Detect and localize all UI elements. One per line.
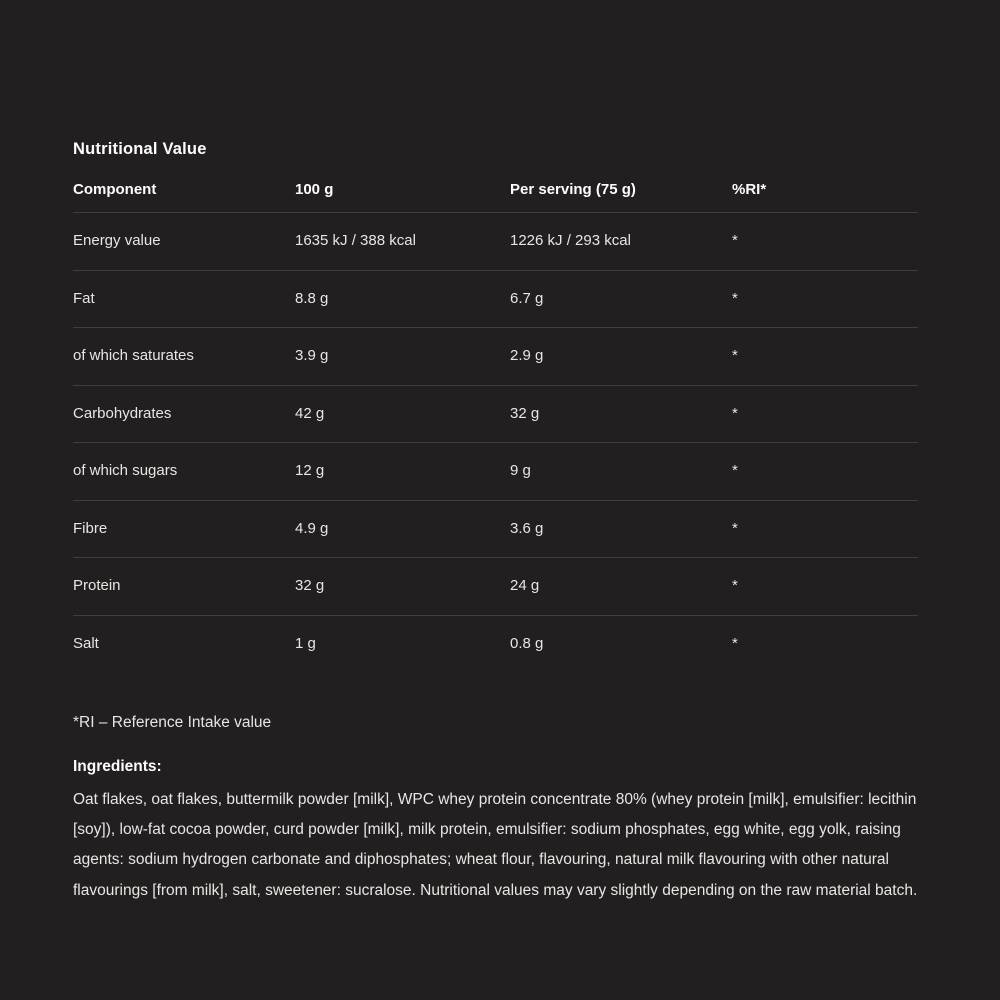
reference-intake-note: *RI – Reference Intake value (73, 714, 272, 731)
cell-per-100g: 3.9 g (295, 328, 510, 386)
cell-per-serving: 24 g (510, 558, 732, 616)
cell-per-serving: 2.9 g (510, 328, 732, 386)
table-row (73, 443, 918, 501)
ingredients-paragraph: Oat flakes, oat flakes, buttermilk powder [milk], WPC whey protein concentrate 80% (whey protein [milk], emulsifier: lecithin [soy]), low-fat cocoa powder, curd powder [milk], milk protein, emulsifier: sodium phosphates, egg white, egg yolk, raising agents: sodium hydrogen carbonate and diphosphates; wheat flour, flavouring, natural milk flavouring with other natural flavourings [from milk], salt, sweetener: sucralose. Nutritional values may vary slightly depending on the raw material batch. (73, 791, 918, 899)
table-row (73, 213, 918, 271)
cell-per-100g: 12 g (295, 443, 510, 501)
table-row (73, 558, 918, 616)
column-header-per-serving: Per serving (75 g) (510, 181, 732, 213)
cell-per-serving: 1226 kJ / 293 kcal (510, 213, 732, 271)
cell-component: Protein (73, 558, 295, 616)
cell-ri: * (732, 213, 918, 271)
cell-per-serving: 6.7 g (510, 270, 732, 328)
cell-component: Salt (73, 634, 99, 652)
ingredients-text (73, 785, 921, 906)
column-header-component: Component (73, 181, 295, 213)
table-row (73, 328, 918, 386)
cell-per-serving: 32 g (510, 385, 732, 443)
table-header-row (73, 181, 918, 213)
cell-component: Carbohydrates (73, 385, 295, 443)
cell-component: Energy value (73, 213, 295, 271)
page-title: Nutritional Value (73, 140, 207, 158)
table-row (73, 615, 918, 672)
cell-per-100g: 8.8 g (295, 270, 510, 328)
cell-component: of which saturates (73, 328, 295, 386)
table-row (73, 500, 918, 558)
cell-per-100g: 1 g (295, 634, 316, 652)
cell-per-serving: 9 g (510, 443, 732, 501)
table-row (73, 270, 918, 328)
cell-per-100g: 42 g (295, 385, 510, 443)
cell-ri: * (732, 500, 918, 558)
nutrition-table (73, 181, 918, 672)
table-header (73, 181, 918, 213)
table-row (73, 385, 918, 443)
cell-component: of which sugars (73, 443, 295, 501)
column-header-ri: %RI* (732, 181, 918, 213)
cell-per-100g: 4.9 g (295, 500, 510, 558)
cell-per-serving: 0.8 g (510, 634, 544, 652)
ingredients-title: Ingredients: (73, 758, 162, 775)
cell-ri: * (732, 558, 918, 616)
cell-component: Fibre (73, 500, 295, 558)
cell-ri: * (732, 328, 918, 386)
cell-per-100g: 1635 kJ / 388 kcal (295, 213, 510, 271)
cell-ri: * (732, 385, 918, 443)
cell-component: Fat (73, 270, 295, 328)
cell-ri: * (732, 443, 918, 501)
table-body (73, 213, 918, 673)
column-header-per-100g: 100 g (295, 181, 510, 213)
cell-ri: * (732, 634, 738, 652)
cell-per-serving: 3.6 g (510, 500, 732, 558)
cell-ri: * (732, 270, 918, 328)
cell-per-100g: 32 g (295, 558, 510, 616)
